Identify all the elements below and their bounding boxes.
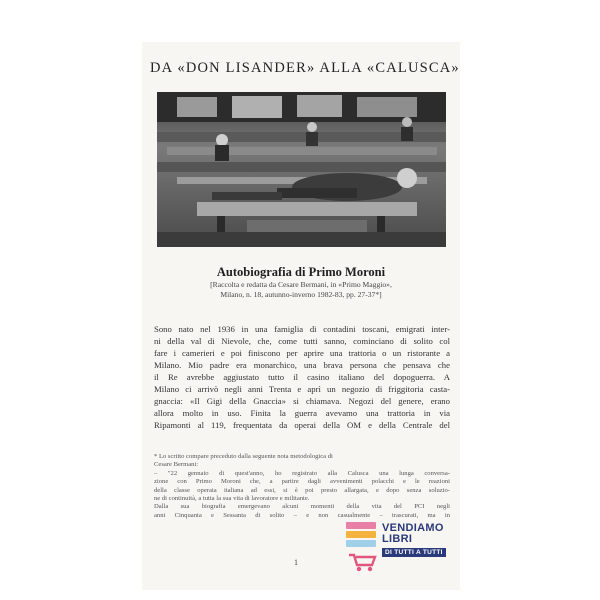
workshop-photo (157, 92, 446, 247)
footnotes (154, 453, 450, 520)
body-line: ni della val di Nievole, che, come tutti sanno, cominciano di solito col (154, 336, 450, 346)
footnote-line: Cesare Bermani: (154, 461, 199, 469)
shopping-cart-icon (348, 553, 378, 573)
logo-stripe (346, 540, 376, 547)
logo-line-2: LIBRI (382, 533, 413, 545)
chapter-subtitle: Autobiografia di Primo Moroni (216, 265, 386, 279)
logo-line-1: VENDIAMO (382, 522, 444, 534)
footnote-line: * Lo scritto compare preceduto dalla seguente nota metodologica di (154, 453, 333, 460)
source-line: Milano, n. 18, autunno-inverno 1982-83, pp. 27-37*] (220, 290, 382, 299)
body-line: Milano. Mio padre era monarchico, una brava persona che pensava che (154, 360, 450, 370)
source-citation (150, 280, 452, 300)
body-text (154, 323, 450, 431)
body-line: il Re avrebbe aggiustato tutto il casino italiano del dopoguerra. A (154, 372, 450, 382)
logo-stripe (346, 531, 376, 538)
footnote-line: Dalla sua biografia emergevano alcuni momenti della vita del PCI negli (154, 503, 450, 511)
body-line: Ripamonti al 119, frequentata da operai della OM e della Centrale del (154, 420, 450, 430)
body-line: Sono nato nel 1936 in una famiglia di contadini toscani, emigrati inter- (154, 324, 450, 334)
footnote-line: ne di continuità, a tutta la sua vita di lavoratore e militante. (154, 495, 310, 503)
body-line: allora molto in uso. Finita la guerra avevamo una trattoria in via (154, 408, 450, 418)
vendiamo-libri-logo (342, 518, 452, 578)
body-line: fare i camerieri e poi finiscono per aprire una trattoria o un ristorante a (154, 348, 450, 358)
body-line: Milano ci arrivò negli anni Trenta e aprì un negozio di friggitoria casta- (154, 384, 450, 394)
footnote-line: – "22 gennaio di quest'anno, ho registrato alla Calusca una lunga conversa- (154, 469, 450, 477)
logo-tagline: DI TUTTI A TUTTI (382, 548, 446, 557)
footnote-line: zione con Primo Moroni che, a partire dagli avvenimenti polacchi e le reazioni (154, 478, 450, 486)
logo-stripes-icon (346, 522, 376, 549)
page-number: 1 (294, 558, 298, 567)
page-header: DA «DON LISANDER» ALLA «CALUSCA» (150, 60, 460, 76)
body-line: gnaccia: «Il Gigi della Gnaccia» si chiamava. Negozi del genere, erano (154, 396, 450, 406)
logo-wordmark (382, 523, 444, 545)
source-line: [Raccolta e redatta da Cesare Bermani, in «Primo Maggio», (210, 280, 392, 289)
logo-stripe (346, 522, 376, 529)
footnote-line: della classe operaia italiana ad essi, si è poi presto allargata, e dopo senza soluzio- (154, 486, 450, 494)
footnote-line: anni Cinquanta e Sessanta di solito – e non casualmente – trascurati, ma in (154, 511, 450, 519)
